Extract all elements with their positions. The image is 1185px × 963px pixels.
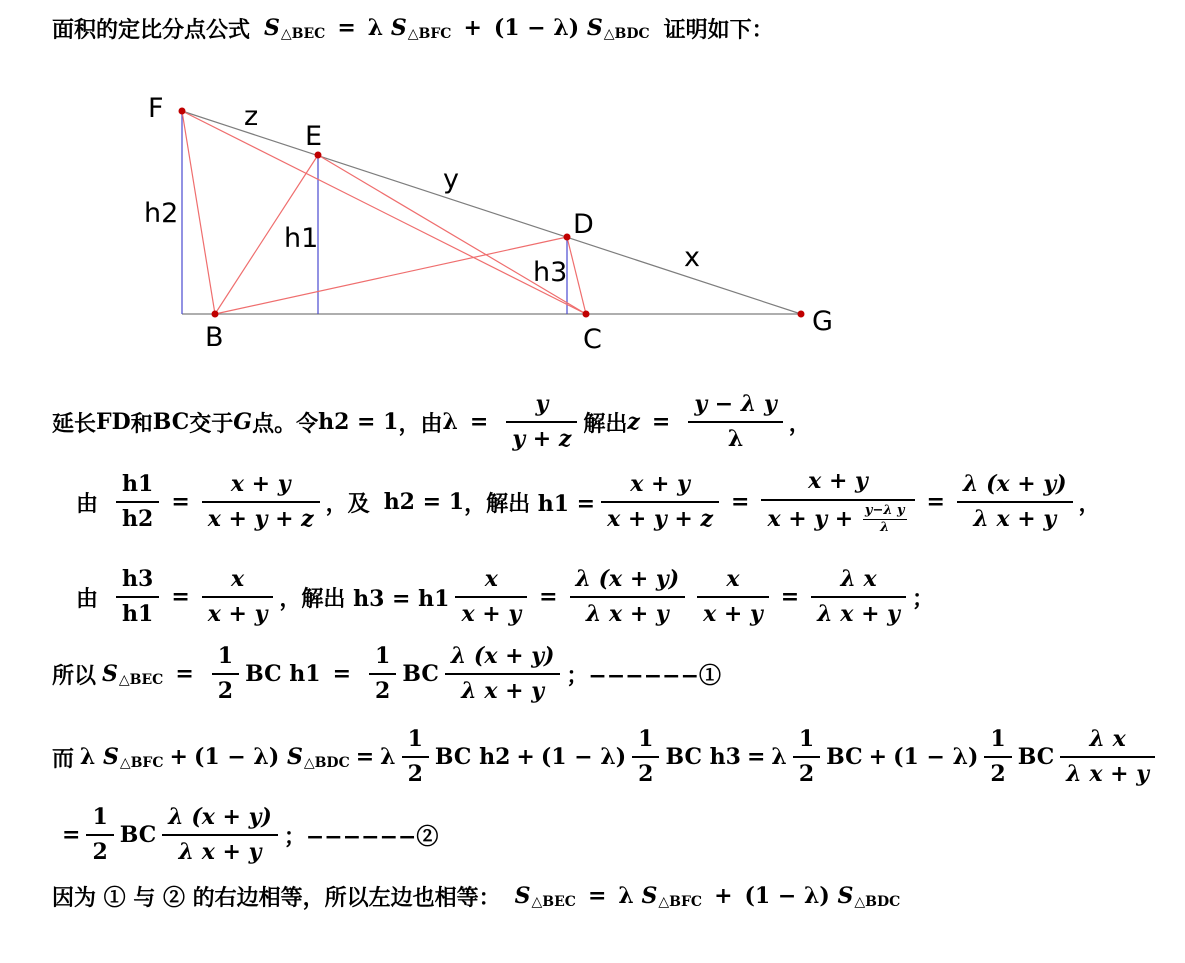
text: ， — [788, 410, 811, 437]
equals-sign: = — [175, 661, 194, 687]
one-minus-lambda: (1 − λ) — [193, 744, 280, 770]
label-C: C — [583, 324, 602, 355]
denominator: 2 — [638, 761, 654, 787]
numerator: λ x — [840, 565, 877, 592]
text: BC — [1017, 744, 1055, 770]
text: BC — [434, 744, 472, 770]
text: BC — [826, 744, 863, 770]
heading-suffix: 证明如下： — [663, 16, 774, 43]
denominator: λ x + y — [178, 839, 262, 865]
fraction — [632, 726, 659, 789]
plus-sign: + — [169, 744, 188, 770]
text: h3 — [709, 744, 741, 770]
equals-sign: = — [926, 489, 945, 515]
proof-line-2 — [52, 382, 1161, 462]
text: 而 — [52, 745, 75, 772]
subscript-bec: △BEC — [118, 672, 164, 688]
line-FG — [182, 111, 801, 314]
denominator: 2 — [375, 678, 391, 704]
fraction — [369, 643, 396, 706]
text: FD — [96, 409, 131, 435]
subscript-bfc: △BFC — [658, 894, 703, 910]
text: G — [233, 409, 253, 435]
geometry-figure — [0, 0, 1109, 380]
fraction — [455, 566, 527, 629]
numerator: h1 — [122, 470, 154, 497]
label-z: z — [244, 101, 259, 132]
subscript-bdc: △BDC — [854, 894, 901, 910]
text: ；−−−−−−① — [566, 662, 722, 689]
area-symbol: S — [514, 883, 531, 909]
equals-sign: = — [780, 584, 800, 610]
denominator: λ — [727, 426, 744, 452]
subscript-bfc: △BFC — [119, 755, 164, 771]
denominator: λ x + y — [461, 678, 544, 704]
text: BC — [665, 744, 702, 770]
text: BC — [152, 409, 190, 435]
numerator: 1 — [92, 803, 108, 830]
fraction — [1060, 726, 1155, 789]
area-symbol: S — [837, 883, 854, 909]
denominator: 2 — [217, 678, 234, 704]
proof-line-5 — [52, 634, 1161, 714]
numerator: λ x — [1089, 725, 1126, 752]
text: 解出 — [583, 410, 628, 437]
numerator: 1 — [990, 725, 1006, 752]
subscript-bec: △BEC — [531, 894, 576, 910]
label-B: B — [205, 322, 224, 353]
equals-sign: = — [171, 489, 190, 515]
area-symbol: S — [390, 15, 407, 41]
numerator: y − λ y — [694, 390, 777, 417]
numerator: x — [231, 565, 245, 592]
fraction — [445, 643, 561, 706]
subscript-bec: △BEC — [280, 26, 326, 42]
fraction — [162, 804, 278, 867]
point-G — [798, 311, 805, 318]
denominator: y + z — [512, 426, 572, 452]
numerator: x — [726, 565, 740, 592]
text: BC — [245, 661, 282, 687]
one-minus-lambda: (1 − λ) — [744, 883, 830, 909]
text: 交于 — [189, 410, 234, 437]
numerator: y — [535, 390, 549, 417]
label-D: D — [573, 209, 594, 240]
subscript-bfc: △BFC — [407, 26, 452, 42]
equals-sign: = — [337, 15, 356, 41]
text: 点。令 — [252, 410, 319, 437]
equals-sign: = — [731, 489, 750, 515]
text: ， — [1078, 490, 1101, 517]
denominator: x + y + z — [207, 506, 314, 532]
segment-FB — [182, 111, 215, 314]
text: 延长 — [52, 410, 97, 437]
numerator: y−λ y — [864, 502, 905, 518]
fraction — [761, 468, 914, 535]
denominator: x + y — [461, 601, 522, 627]
denominator: λ x + y — [973, 506, 1057, 532]
text: BC — [402, 661, 439, 687]
label-h1: h1 — [284, 223, 319, 254]
fraction — [984, 726, 1011, 789]
denominator: λ x + y — [1066, 761, 1149, 787]
denominator: λ x + y — [585, 601, 669, 627]
text: 由 — [76, 490, 99, 517]
denominator: λ — [880, 520, 890, 536]
point-B — [212, 311, 219, 318]
equals-sign: = — [332, 661, 352, 687]
numerator: 1 — [798, 725, 815, 752]
label-E: E — [305, 121, 323, 152]
denominator: 2 — [407, 761, 423, 787]
lambda: λ — [380, 744, 396, 770]
numerator: 1 — [638, 725, 654, 752]
fraction — [697, 566, 769, 629]
text: 由 — [76, 585, 99, 612]
numerator: x — [484, 565, 498, 592]
numerator: λ (x + y) — [450, 642, 555, 669]
proof-final-line — [52, 878, 1161, 914]
text: 和 — [130, 410, 153, 437]
lambda: λ — [618, 883, 634, 909]
fraction — [601, 471, 719, 534]
denominator: x + y + z — [607, 506, 714, 532]
text: 所以 — [52, 662, 97, 689]
lambda: λ — [771, 744, 787, 770]
numerator: 1 — [407, 725, 423, 752]
text: ；−−−−−−② — [283, 823, 439, 850]
denominator — [761, 504, 914, 536]
fraction — [402, 726, 429, 789]
numerator: x + y — [230, 470, 291, 497]
text: ； — [911, 585, 934, 612]
area-symbol: S — [641, 883, 658, 909]
text: ，解出 h3 = h1 — [279, 585, 450, 612]
area-symbol: S — [586, 15, 603, 41]
point-D — [564, 234, 571, 241]
text: ，及 — [325, 490, 370, 517]
text: x + y + — [767, 505, 854, 532]
subscript-bdc: △BDC — [603, 26, 650, 42]
label-F: F — [148, 93, 164, 124]
segment-DC — [567, 237, 586, 314]
denominator: x + y — [207, 601, 268, 627]
text: 因为 ① 与 ② 的右边相等，所以左边也相等： — [52, 884, 501, 911]
label-G: G — [812, 306, 833, 337]
text: h2 = 1 — [383, 489, 465, 515]
fraction — [957, 471, 1073, 534]
denominator: 2 — [92, 839, 108, 865]
plus-sign: + — [868, 744, 888, 770]
denominator: h2 — [122, 506, 154, 532]
numerator: x + y — [630, 470, 690, 497]
label-y: y — [443, 164, 459, 195]
area-symbol: S — [286, 744, 303, 770]
lambda: λ — [367, 15, 384, 41]
text: ，由 — [398, 410, 443, 437]
fraction — [116, 566, 159, 629]
label-h2: h2 — [144, 198, 179, 229]
area-symbol: S — [102, 744, 119, 770]
small-fraction — [863, 504, 907, 536]
one-minus-lambda: (1 − λ) — [540, 744, 627, 770]
equals-sign: = — [746, 744, 766, 770]
numerator: λ (x + y) — [575, 565, 680, 592]
equals-sign: = — [469, 409, 489, 435]
text: h2 = 1 — [318, 409, 399, 435]
fraction — [688, 391, 782, 454]
proof-line-3 — [76, 462, 1185, 542]
numerator: 1 — [217, 642, 234, 669]
proof-line-6 — [52, 717, 1161, 797]
equals-sign: = — [539, 584, 558, 610]
denominator: 2 — [798, 761, 815, 787]
equals-sign: = — [587, 883, 607, 909]
subscript-bdc: △BDC — [303, 755, 350, 771]
text: h2 — [479, 744, 511, 770]
equals-sign: = — [355, 744, 375, 770]
denominator: x + y — [703, 601, 763, 627]
heading-prefix: 面积的定比分点公式 — [52, 16, 251, 43]
numerator: λ (x + y) — [168, 803, 272, 830]
denominator: λ x + y — [817, 601, 900, 627]
numerator: λ (x + y) — [962, 470, 1067, 497]
fraction — [212, 643, 239, 706]
numerator: 1 — [375, 642, 391, 669]
numerator: h3 — [122, 565, 154, 592]
proof-line-7 — [62, 795, 1171, 875]
label-h3: h3 — [533, 257, 568, 288]
fraction — [570, 566, 686, 629]
lambda: λ — [442, 409, 458, 435]
text: h1 — [289, 661, 321, 687]
point-F — [179, 108, 186, 115]
one-minus-lambda: (1 − λ) — [893, 744, 979, 770]
text: ，解出 h1 = — [464, 490, 596, 517]
segment-DB — [215, 237, 567, 314]
plus-sign: + — [714, 883, 733, 909]
point-E — [315, 152, 322, 159]
numerator: x + y — [808, 468, 868, 495]
fraction — [86, 804, 113, 867]
proof-line-4 — [76, 557, 1185, 637]
label-x: x — [684, 242, 700, 273]
one-minus-lambda: (1 − λ) — [493, 15, 580, 41]
plus-sign: + — [463, 15, 482, 41]
area-symbol: S — [102, 661, 118, 687]
segment-FC — [182, 111, 586, 314]
text: BC — [119, 822, 157, 848]
fraction — [202, 566, 274, 629]
fraction — [811, 566, 906, 629]
lambda: λ — [79, 744, 96, 770]
area-symbol: S — [264, 15, 280, 41]
fraction — [506, 391, 577, 454]
variable: z — [627, 409, 640, 435]
equals-sign: = — [171, 584, 190, 610]
point-C — [583, 311, 590, 318]
fraction — [202, 471, 320, 534]
equals-sign: = — [651, 409, 671, 435]
denominator: h1 — [122, 601, 154, 627]
equals-sign: = — [62, 822, 81, 848]
fraction — [793, 726, 820, 789]
fraction — [116, 471, 159, 534]
plus-sign: + — [516, 744, 535, 770]
denominator: 2 — [990, 761, 1006, 787]
